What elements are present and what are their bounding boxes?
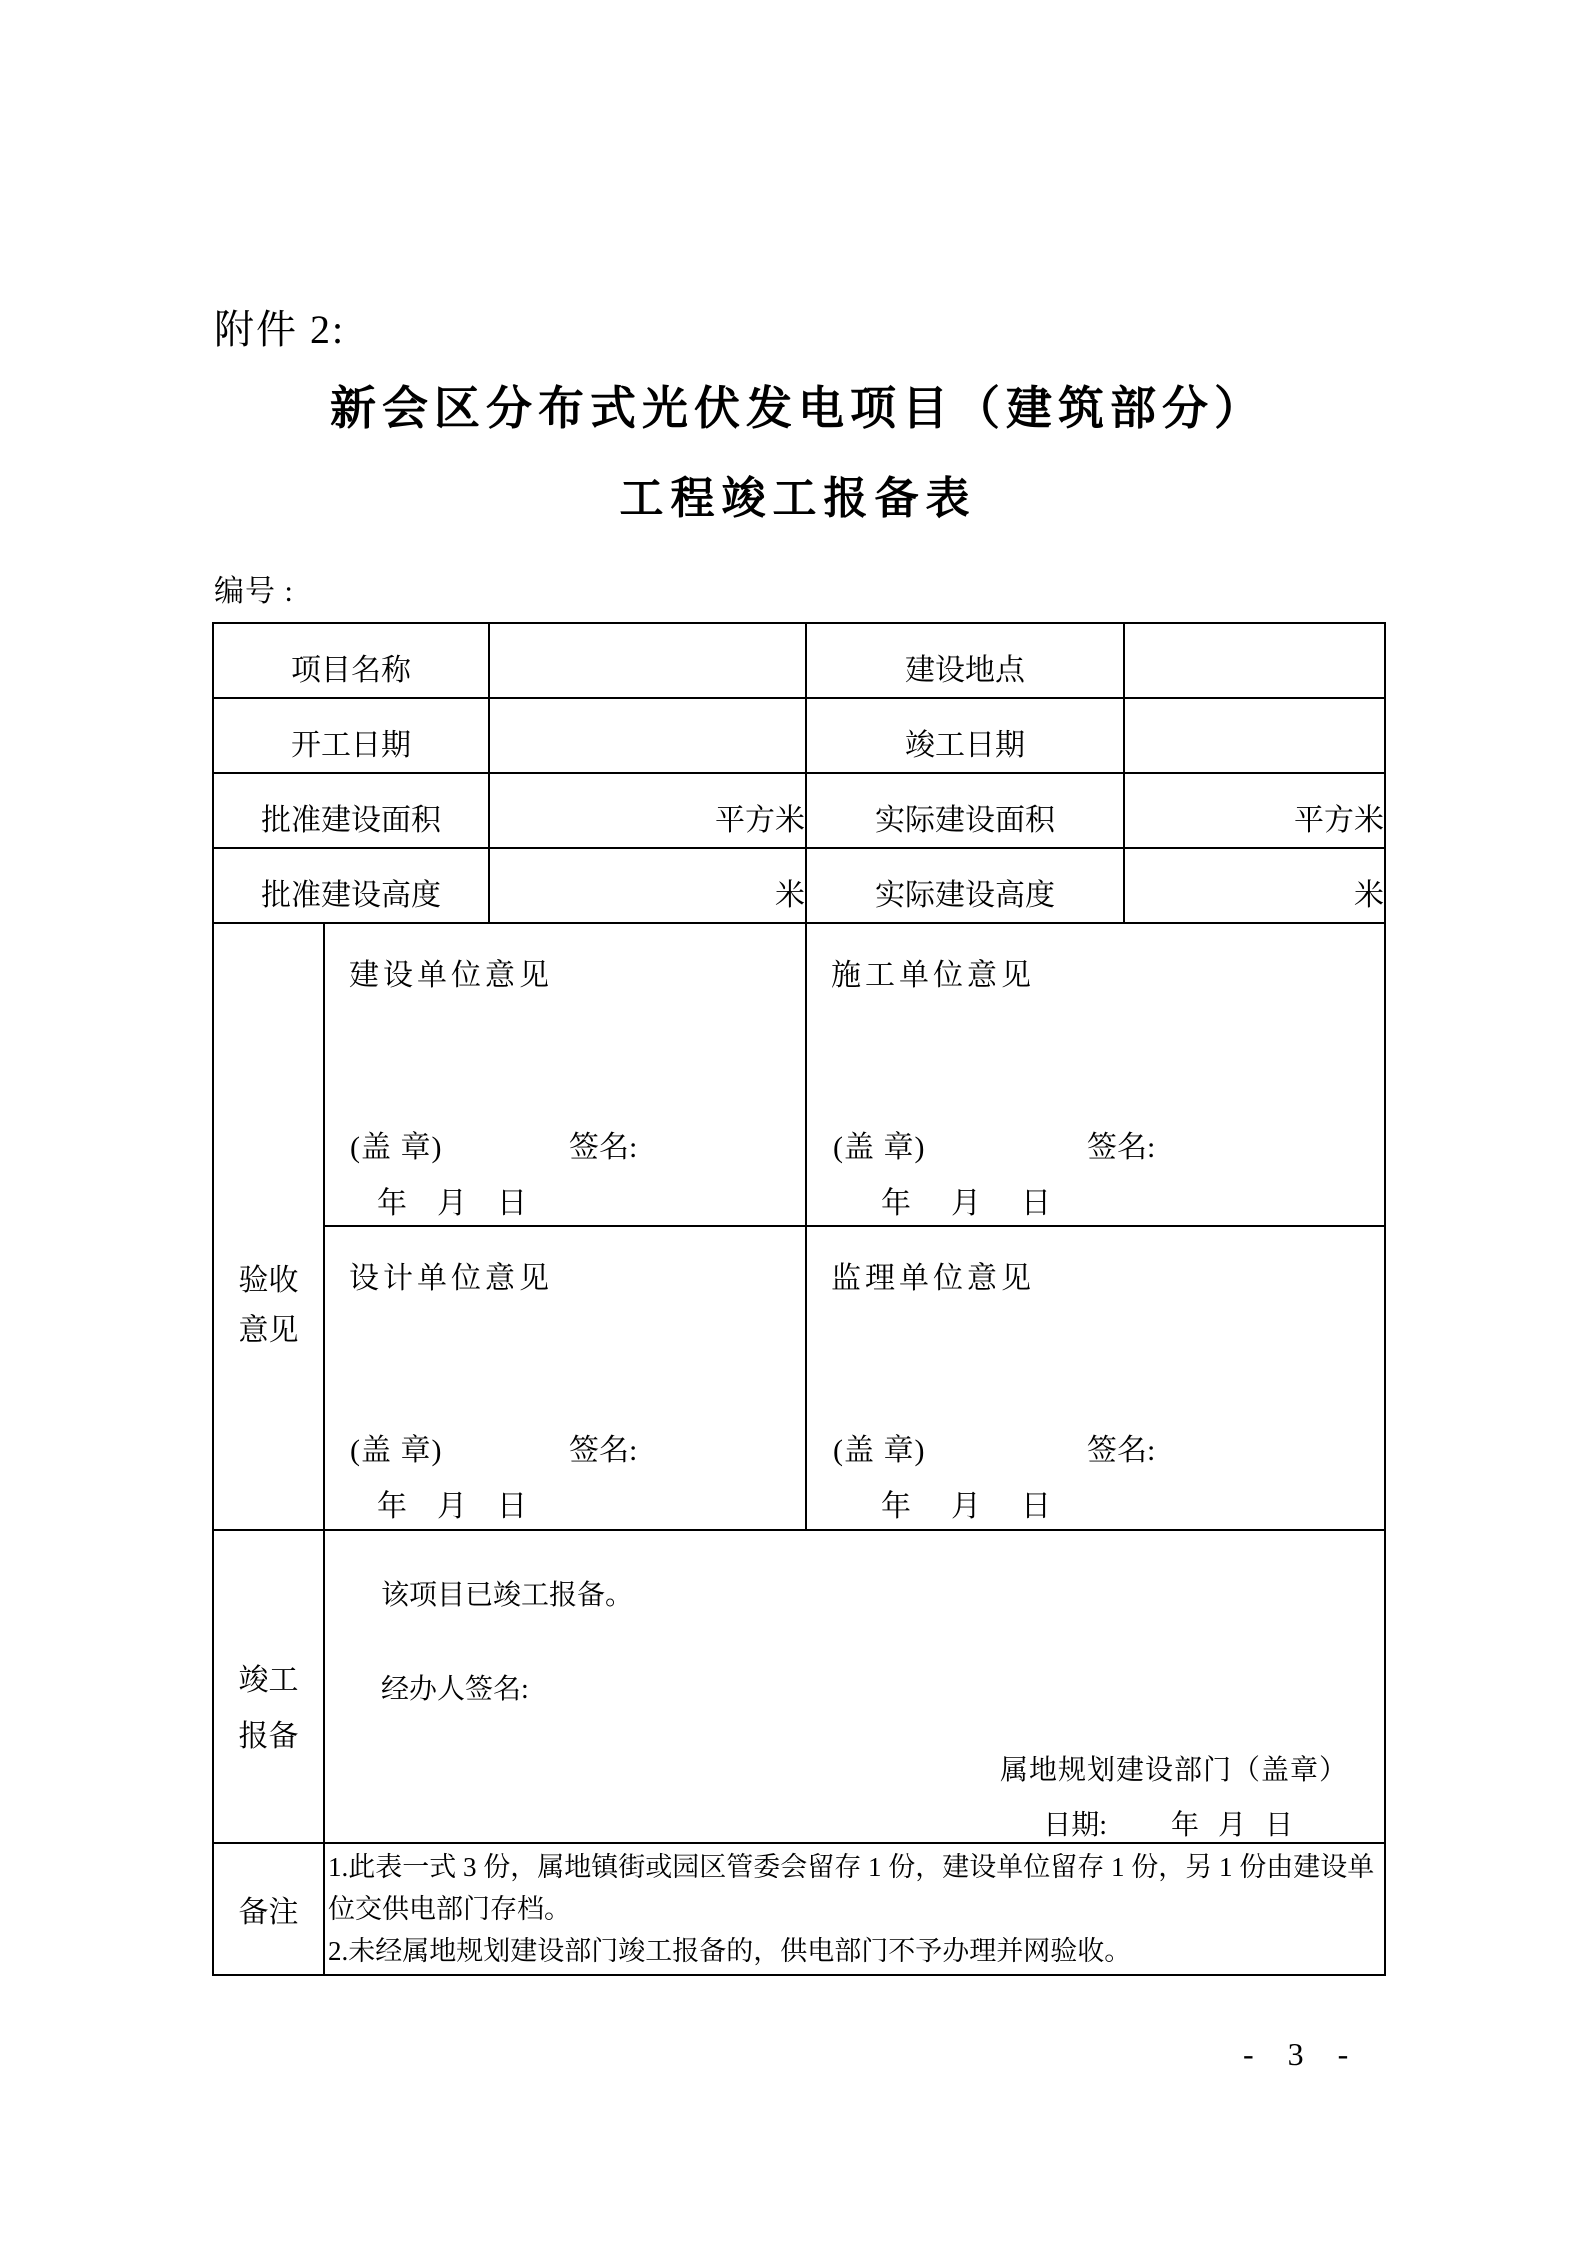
approved-area-label-cell: 批准建设面积: [213, 773, 489, 848]
remarks-section-row: [213, 1843, 1385, 1975]
project-name-value-cell: [489, 623, 806, 698]
opinion-date-label: 年 月 日: [881, 1187, 1056, 1220]
approved-area-unit-cell: 平方米: [489, 773, 806, 848]
remarks-section-label: [214, 1844, 325, 1974]
opinion-title: 监理单位意见: [831, 1262, 1035, 1295]
page-number: - 3 -: [1243, 2036, 1362, 2072]
start-date-value-cell: [489, 698, 806, 773]
completion-date-label-cell: 竣工日期: [806, 698, 1124, 773]
opinion-title: 设计单位意见: [349, 1262, 553, 1295]
actual-area-label-cell: 实际建设面积: [806, 773, 1124, 848]
remark-item: 2.未经属地规划建设部门竣工报备的，供电部门不予办理并网验收。: [328, 1936, 1132, 1966]
start-date-label-cell: 开工日期: [213, 698, 489, 773]
filing-statement: 该项目已竣工报备。: [381, 1580, 634, 1611]
opinion-title: 建设单位意见: [349, 959, 553, 992]
handler-signature-label: 经办人签名:: [381, 1674, 529, 1705]
approved-height-label-cell: 批准建设高度: [213, 848, 489, 923]
location-value-cell: [1124, 623, 1385, 698]
seal-label: (盖 章): [833, 1131, 926, 1164]
filing-section-row: [213, 1530, 1385, 1843]
filing-grid: [214, 1531, 1384, 1842]
department-seal-label: 属地规划建设部门（盖章）: [999, 1755, 1348, 1786]
filing-section-label: [214, 1531, 325, 1842]
filing-date-label: 日期:: [1043, 1810, 1107, 1841]
seal-label: (盖 章): [350, 1434, 443, 1467]
serial-number-label: 编号 :: [214, 575, 294, 608]
actual-height-label-cell: 实际建设高度: [806, 848, 1124, 923]
project-name-label-cell: 项目名称: [213, 623, 489, 698]
info-row-height: [213, 848, 1385, 923]
signature-label: 签名:: [1087, 1434, 1156, 1467]
opinion-date-label: 年 月 日: [377, 1490, 527, 1523]
acceptance-section-label-text: 验收意见: [238, 1264, 299, 1347]
filing-section-label-text: 竣工报备: [238, 1664, 299, 1753]
acceptance-grid: [214, 924, 1384, 1529]
info-row-project: [213, 623, 1385, 698]
filing-date-line: [1043, 1803, 1299, 1843]
info-row-area: [213, 773, 1385, 848]
remarks-section-label-text: 备注: [238, 1896, 299, 1929]
acceptance-section-row: [213, 923, 1385, 1530]
signature-label: 签名:: [1087, 1131, 1156, 1164]
signature-label: 签名:: [569, 1434, 638, 1467]
acceptance-section-label: [214, 924, 325, 1529]
info-row-dates: [213, 698, 1385, 773]
remarks-grid: [214, 1844, 1384, 1974]
seal-label: (盖 章): [833, 1434, 926, 1467]
opinion-cell-construction-unit: [325, 924, 807, 1227]
completion-date-value-cell: [1124, 698, 1385, 773]
completion-filing-form-table: [212, 622, 1386, 1976]
opinion-title: 施工单位意见: [831, 959, 1035, 992]
opinion-date-label: 年 月 日: [881, 1490, 1056, 1523]
remark-item: 1.此表一式 3 份，属地镇街或园区管委会留存 1 份，建设单位留存 1 份，另 1 份由建设单位交供电部门存档。: [328, 1852, 1375, 1924]
location-label-cell: 建设地点: [806, 623, 1124, 698]
attachment-label: 附件 2:: [214, 307, 346, 352]
seal-label: (盖 章): [350, 1131, 443, 1164]
filing-section-cell: [213, 1530, 1385, 1843]
actual-height-unit-cell: 米: [1124, 848, 1385, 923]
remarks-section-cell: [213, 1843, 1385, 1975]
actual-area-unit-cell: 平方米: [1124, 773, 1385, 848]
opinion-cell-design-unit: [325, 1227, 807, 1529]
filing-content: [325, 1531, 1384, 1842]
remarks-content: [325, 1844, 1384, 1974]
signature-label: 签名:: [569, 1131, 638, 1164]
form-title-line1: 新会区分布式光伏发电项目（建筑部分）: [330, 383, 1266, 434]
approved-height-unit-cell: 米: [489, 848, 806, 923]
opinion-cell-builder-unit: [807, 924, 1384, 1227]
opinion-date-label: 年 月 日: [377, 1187, 527, 1220]
opinion-cell-supervision-unit: [807, 1227, 1384, 1529]
form-title-line2: 工程竣工报备表: [619, 474, 977, 523]
filing-date-value: 年 月 日: [1170, 1810, 1299, 1841]
acceptance-section-cell: [213, 923, 1385, 1530]
